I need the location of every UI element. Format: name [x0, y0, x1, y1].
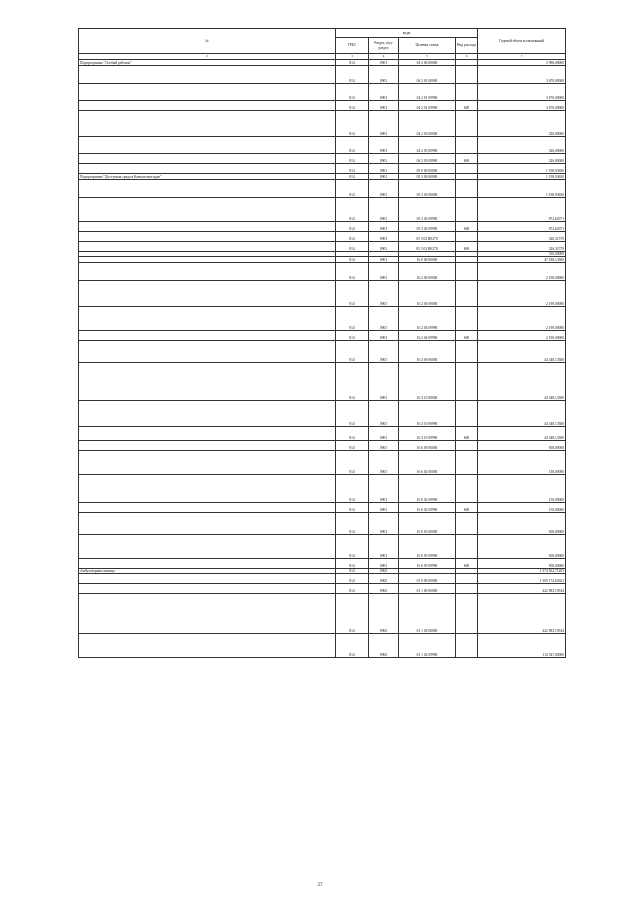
row-target-code: 16 6 05 00000: [399, 513, 456, 535]
row-expense-type-code: [456, 535, 478, 559]
row-grbs-code: 814: [336, 634, 369, 658]
row-amount: 2 190,00000: [478, 307, 566, 331]
table-row: [79, 363, 566, 401]
row-amount: 150,00000: [478, 451, 566, 475]
row-razdel-code: 0901: [369, 60, 399, 66]
row-description: [79, 503, 336, 513]
row-target-code: 01 1 02 00000: [399, 594, 456, 634]
row-target-code: 04 2 01 00000: [399, 66, 456, 84]
row-razdel-code: 0901: [369, 503, 399, 513]
table-row: [79, 137, 566, 154]
row-expense-type-code: [456, 84, 478, 101]
row-target-code: 01 1 00 00000: [399, 584, 456, 594]
table-row: [79, 164, 566, 174]
row-grbs-code: 814: [336, 569, 369, 574]
row-expense-type-code: [456, 341, 478, 363]
row-target-code: 16 0 00 00000: [399, 257, 456, 263]
row-amount: 650,00000: [478, 441, 566, 451]
row-razdel-code: 0901: [369, 331, 399, 341]
row-target-code: 04 2 03 00000: [399, 111, 456, 137]
row-expense-type-code: 600: [456, 154, 478, 164]
row-amount: 150,00000: [478, 503, 566, 513]
row-grbs-code: 814: [336, 111, 369, 137]
row-target-code: 05 3 02 R0270: [399, 232, 456, 242]
budget-allocation-table: [78, 28, 566, 658]
row-target-code: 04 2 00 00000: [399, 60, 456, 66]
row-grbs-code: 814: [336, 574, 369, 584]
table-row: [79, 584, 566, 594]
row-amount: 44 348,13500: [478, 427, 566, 441]
row-expense-type-code: [456, 180, 478, 198]
row-expense-type-code: [456, 281, 478, 307]
row-description: [79, 513, 336, 535]
row-razdel-code: 0901: [369, 441, 399, 451]
budget-table-sheet: [78, 28, 565, 658]
row-expense-type-code: 600: [456, 331, 478, 341]
row-expense-type-code: [456, 66, 478, 84]
row-description: [79, 535, 336, 559]
row-grbs-code: 814: [336, 198, 369, 222]
row-grbs-code: 814: [336, 137, 369, 154]
row-target-code: 01 1 02 09990: [399, 634, 456, 658]
row-target-code: 01 0 00 00000: [399, 574, 456, 584]
row-amount: 326,31579: [478, 242, 566, 252]
row-grbs-code: 814: [336, 427, 369, 441]
row-amount: 326,00000: [478, 154, 566, 164]
row-razdel-code: 0901: [369, 535, 399, 559]
row-amount: 44 348,13500: [478, 401, 566, 427]
row-description: [79, 331, 336, 341]
row-target-code: 04 2 03 09990: [399, 137, 456, 154]
row-amount: 47 188,13500: [478, 257, 566, 263]
row-expense-type-code: [456, 198, 478, 222]
row-expense-type-code: [456, 111, 478, 137]
header-expense-type: Вид расхода: [456, 38, 478, 54]
row-expense-type-code: [456, 513, 478, 535]
row-razdel-code: 0901: [369, 281, 399, 307]
row-expense-type-code: [456, 574, 478, 584]
row-amount: 1 305 174,63021: [478, 574, 566, 584]
row-razdel-code: 0901: [369, 341, 399, 363]
row-razdel-code: 0901: [369, 401, 399, 427]
row-expense-type-code: [456, 307, 478, 331]
page-number: 27: [317, 883, 323, 888]
row-amount: 1 198,93650: [478, 164, 566, 174]
row-expense-type-code: 600: [456, 242, 478, 252]
row-razdel-code: 0901: [369, 307, 399, 331]
row-expense-type-code: [456, 232, 478, 242]
table-row: [79, 84, 566, 101]
row-amount: 3 996,00000: [478, 60, 566, 66]
row-razdel-code: 0901: [369, 154, 399, 164]
header-grbs: ГРБС: [336, 38, 369, 54]
row-description: [79, 341, 336, 363]
row-grbs-code: 814: [336, 180, 369, 198]
table-row: [79, 281, 566, 307]
table-row: [79, 66, 566, 84]
header-number: №: [79, 29, 336, 54]
row-amount: 150,00000: [478, 475, 566, 503]
row-description: [79, 427, 336, 441]
table-row: [79, 341, 566, 363]
row-razdel-code: 0902: [369, 594, 399, 634]
row-description: [79, 111, 336, 137]
row-description: [79, 584, 336, 594]
row-amount: 1 198,93650: [478, 174, 566, 180]
row-description: [79, 84, 336, 101]
row-amount: 114 547,00000: [478, 634, 566, 658]
row-description: [79, 441, 336, 451]
row-target-code: 04 2 01 09990: [399, 84, 456, 101]
row-target-code: 05 3 02 09990: [399, 222, 456, 232]
row-grbs-code: 814: [336, 281, 369, 307]
row-amount: 326,00000: [478, 137, 566, 154]
row-amount: 500,00000: [478, 559, 566, 569]
table-row: [79, 634, 566, 658]
row-razdel-code: 0902: [369, 574, 399, 584]
row-target-code: 16 2 04 09990: [399, 307, 456, 331]
row-razdel-code: 0901: [369, 174, 399, 180]
row-grbs-code: 814: [336, 475, 369, 503]
row-amount: 2 190,00000: [478, 263, 566, 281]
row-description: [79, 66, 336, 84]
table-row: [79, 441, 566, 451]
row-amount: 326,00000: [478, 111, 566, 137]
row-expense-type-code: [456, 584, 478, 594]
table-row: [79, 401, 566, 427]
header-codes-group: коды: [336, 29, 478, 38]
row-amount: 2 190,00000: [478, 331, 566, 341]
row-amount: 500,00000: [478, 513, 566, 535]
row-expense-type-code: [456, 475, 478, 503]
row-description: [79, 401, 336, 427]
row-target-code: 16 6 02 09990: [399, 503, 456, 513]
row-amount: 3 670,00000: [478, 101, 566, 111]
index-cell: 3: [336, 54, 369, 60]
table-row: [79, 331, 566, 341]
table-row: [79, 503, 566, 513]
row-grbs-code: 814: [336, 164, 369, 174]
row-description: [79, 198, 336, 222]
table-row: [79, 535, 566, 559]
row-amount: 2 190,00000: [478, 281, 566, 307]
row-grbs-code: 814: [336, 174, 369, 180]
table-row: [79, 574, 566, 584]
row-expense-type-code: 600: [456, 222, 478, 232]
row-target-code: 16 2 04 09990: [399, 331, 456, 341]
row-description: [79, 307, 336, 331]
header-target-item: Целевая статья: [399, 38, 456, 54]
row-grbs-code: 814: [336, 559, 369, 569]
header-razdel: Раздел, под- раздел: [369, 38, 399, 54]
table-row: [79, 263, 566, 281]
table-row: [79, 451, 566, 475]
row-target-code: 16 3 10 09990: [399, 427, 456, 441]
table-row: [79, 559, 566, 569]
row-target-code: 16 3 00 00000: [399, 341, 456, 363]
row-razdel-code: 0902: [369, 569, 399, 574]
table-row: [79, 222, 566, 232]
row-description: [79, 222, 336, 232]
row-description: [79, 451, 336, 475]
row-razdel-code: 0901: [369, 451, 399, 475]
row-target-code: 05 3 02 00000: [399, 180, 456, 198]
row-expense-type-code: [456, 363, 478, 401]
row-description: [79, 475, 336, 503]
table-row: [79, 101, 566, 111]
row-target-code: 16 3 10 09990: [399, 401, 456, 427]
table-row: [79, 198, 566, 222]
table-row: [79, 111, 566, 137]
row-expense-type-code: [456, 451, 478, 475]
table-row: [79, 475, 566, 503]
row-grbs-code: 814: [336, 307, 369, 331]
row-grbs-code: 814: [336, 101, 369, 111]
row-razdel-code: 0901: [369, 198, 399, 222]
row-expense-type-code: 600: [456, 427, 478, 441]
row-razdel-code: 0902: [369, 634, 399, 658]
table-row: [79, 594, 566, 634]
row-target-code: 16 6 05 09990: [399, 559, 456, 569]
row-target-code: 16 6 00 00000: [399, 441, 456, 451]
row-expense-type-code: [456, 594, 478, 634]
row-razdel-code: 0901: [369, 257, 399, 263]
row-target-code: 05 3 02 09990: [399, 198, 456, 222]
row-target-code: 05 3 02 R0270: [399, 242, 456, 252]
row-grbs-code: 814: [336, 66, 369, 84]
table-row: [79, 242, 566, 252]
index-cell: 5: [399, 54, 456, 60]
row-expense-type-code: 600: [456, 101, 478, 111]
row-razdel-code: 0901: [369, 84, 399, 101]
row-description: Подпрограмма "Доступная среда в Камчатском крае": [79, 174, 336, 180]
row-amount: 326,31579: [478, 232, 566, 242]
row-target-code: 04 2 01 09990: [399, 101, 456, 111]
row-grbs-code: 814: [336, 584, 369, 594]
row-razdel-code: 0901: [369, 111, 399, 137]
row-amount: 422 983,19334: [478, 594, 566, 634]
index-cell: 4: [369, 54, 399, 60]
row-grbs-code: 814: [336, 257, 369, 263]
row-razdel-code: 0902: [369, 584, 399, 594]
row-description: [79, 594, 336, 634]
row-expense-type-code: [456, 137, 478, 154]
row-grbs-code: 814: [336, 331, 369, 341]
row-amount: 422 983,19334: [478, 584, 566, 594]
row-amount: 1 198,93650: [478, 180, 566, 198]
row-description: [79, 180, 336, 198]
table-row: [79, 232, 566, 242]
table-row: [79, 180, 566, 198]
row-description: [79, 363, 336, 401]
row-razdel-code: 0901: [369, 66, 399, 84]
row-amount: 872,62071: [478, 222, 566, 232]
row-razdel-code: 0901: [369, 180, 399, 198]
row-razdel-code: 0901: [369, 363, 399, 401]
header-annual-volume: Годовой объем ассигнований: [478, 29, 566, 54]
row-expense-type-code: 600: [456, 503, 478, 513]
row-description: [79, 232, 336, 242]
row-description: [79, 242, 336, 252]
row-description: [79, 281, 336, 307]
row-target-code: 16 6 02 00000: [399, 451, 456, 475]
row-grbs-code: 814: [336, 60, 369, 66]
row-razdel-code: 0901: [369, 101, 399, 111]
row-grbs-code: 814: [336, 451, 369, 475]
row-grbs-code: 814: [336, 535, 369, 559]
row-grbs-code: 814: [336, 503, 369, 513]
index-cell: 7: [478, 54, 566, 60]
row-expense-type-code: [456, 164, 478, 174]
row-razdel-code: 0901: [369, 137, 399, 154]
row-grbs-code: 814: [336, 341, 369, 363]
table-row: [79, 427, 566, 441]
row-amount: 44 348,13500: [478, 363, 566, 401]
row-amount: 500,00000: [478, 535, 566, 559]
table-row: [79, 513, 566, 535]
row-description: [79, 101, 336, 111]
row-target-code: 16 2 04 00000: [399, 281, 456, 307]
table-row: [79, 307, 566, 331]
row-grbs-code: 814: [336, 84, 369, 101]
row-description: Амбулаторная помощь: [79, 569, 336, 574]
row-grbs-code: 814: [336, 232, 369, 242]
row-grbs-code: 814: [336, 263, 369, 281]
row-amount: 872,62071: [478, 198, 566, 222]
row-expense-type-code: [456, 441, 478, 451]
row-description: Подпрограмма "Особый ребенок": [79, 60, 336, 66]
row-expense-type-code: [456, 263, 478, 281]
row-amount: 3 670,00000: [478, 84, 566, 101]
row-razdel-code: 0901: [369, 232, 399, 242]
row-target-code: 16 2 00 00000: [399, 263, 456, 281]
table-row: [79, 154, 566, 164]
index-cell: 6: [456, 54, 478, 60]
row-razdel-code: 0901: [369, 513, 399, 535]
row-target-code: 05 3 00 00000: [399, 174, 456, 180]
row-razdel-code: 0901: [369, 427, 399, 441]
row-grbs-code: 814: [336, 154, 369, 164]
row-amount: 44 348,13500: [478, 341, 566, 363]
row-target-code: 16 6 02 09990: [399, 475, 456, 503]
row-expense-type-code: 600: [456, 559, 478, 569]
row-razdel-code: 0901: [369, 164, 399, 174]
row-razdel-code: 0901: [369, 222, 399, 232]
row-grbs-code: 814: [336, 441, 369, 451]
row-expense-type-code: [456, 634, 478, 658]
row-razdel-code: 0901: [369, 242, 399, 252]
row-grbs-code: 814: [336, 594, 369, 634]
row-target-code: 16 3 10 00000: [399, 363, 456, 401]
row-description: [79, 634, 336, 658]
row-description: [79, 164, 336, 174]
row-amount: 1 374 562,71203: [478, 569, 566, 574]
row-razdel-code: 0901: [369, 475, 399, 503]
row-description: [79, 154, 336, 164]
row-target-code: 04 2 03 09990: [399, 154, 456, 164]
row-amount: 3 670,00000: [478, 66, 566, 84]
row-grbs-code: 814: [336, 513, 369, 535]
table-body: [79, 54, 566, 658]
row-description: [79, 559, 336, 569]
row-grbs-code: 814: [336, 363, 369, 401]
row-grbs-code: 814: [336, 222, 369, 232]
row-expense-type-code: [456, 401, 478, 427]
row-description: [79, 263, 336, 281]
row-razdel-code: 0901: [369, 559, 399, 569]
row-description: [79, 137, 336, 154]
row-target-code: 05 0 00 00000: [399, 164, 456, 174]
row-razdel-code: 0901: [369, 263, 399, 281]
row-grbs-code: 814: [336, 401, 369, 427]
index-cell: 2: [79, 54, 336, 60]
row-amount: 310,00000: [478, 252, 566, 257]
row-grbs-code: 814: [336, 242, 369, 252]
row-target-code: 16 6 05 09990: [399, 535, 456, 559]
row-description: [79, 574, 336, 584]
